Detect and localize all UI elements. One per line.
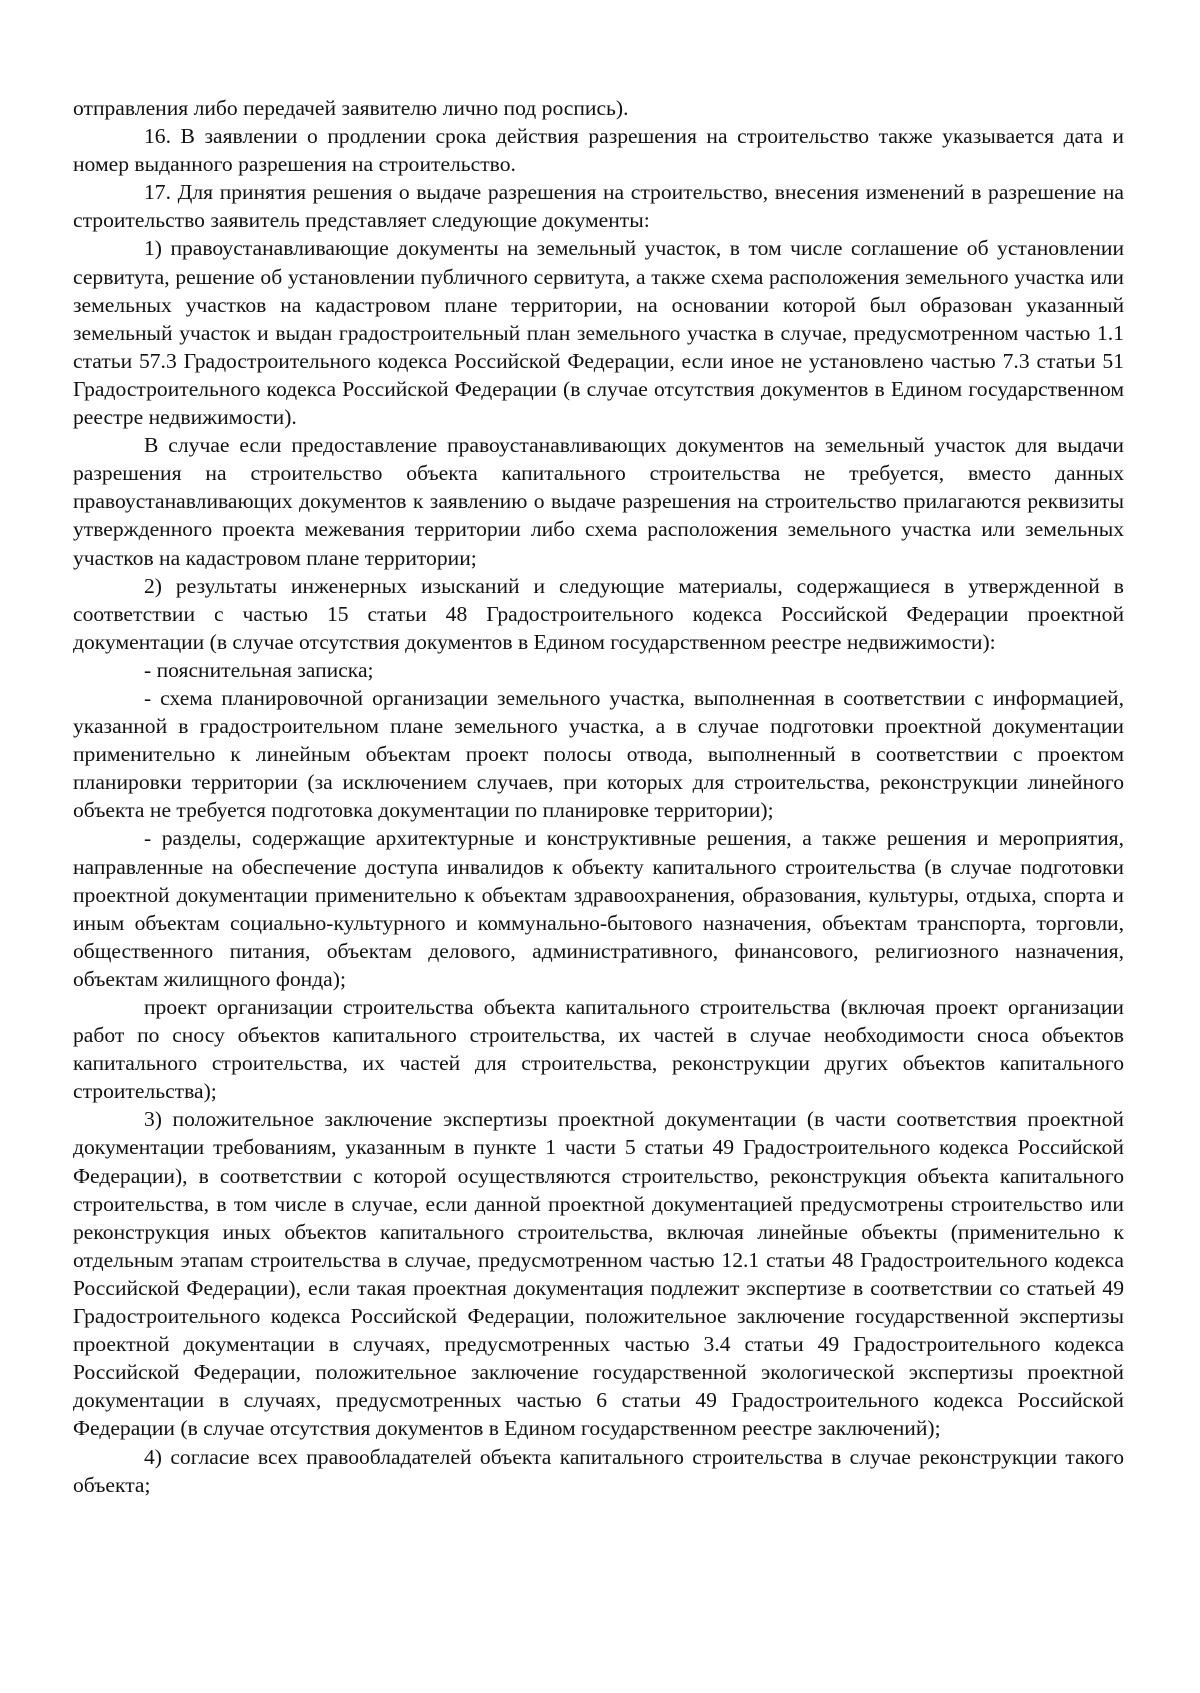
paragraph-continuation: отправления либо передачей заявителю лично под роспись). bbox=[73, 96, 629, 120]
paragraph-17-item-2: 2) результаты инженерных изысканий и следующие материалы, содержащиеся в утвержденной в соответствии с частью 15 статьи 48 Градостроительного кодекса Российской Федерации проектной документации (в случае отсутствия документов в Едином государственном реестре недвижимости): bbox=[73, 573, 1124, 654]
paragraph-17-item-2-construction-project: проект организации строительства объекта капитального строительства (включая проект организации работ по сносу объектов капитального строительства, их частей в случае необходимости сноса объектов капитального строительства, их частей для строительства, реконструкции других объектов капитального строительства); bbox=[73, 995, 1124, 1104]
paragraph-17-item-4: 4) согласие всех правообладателей объекта капитального строительства в случае реконструкции такого объекта; bbox=[73, 1444, 1124, 1497]
paragraph-17: 17. Для принятия решения о выдаче разрешения на строительство, внесения изменений в разрешение на строительство заявитель представляет следующие документы: bbox=[73, 180, 1124, 233]
paragraph-17-item-3: 3) положительное заключение экспертизы проектной документации (в части соответствия проектной документации требованиям, указанным в пункте 1 части 5 статьи 49 Градостроительного кодекса Российской Федерации), в соответствии с которой осуществляются строительство, реконструкция объекта капитального строительства, в том числе в случае, если данной проектной документацией предусмотрены строительство или реконструкция иных объектов капитального строительства, включая линейные объекты (применительно к отдельным этапам строительства в случае, предусмотренном частью 12.1 статьи 48 Градостроительного кодекса Российской Федерации), если такая проектная документация подлежит экспертизе в соответствии со статьей 49 Градостроительного кодекса Российской Федерации, положительное заключение государственной экспертизы проектной документации в случаях, предусмотренных частью 3.4 статьи 49 Градостроительного кодекса Российской Федерации, положительное заключение государственной экологической экспертизы проектной документации в случаях, предусмотренных частью 6 статьи 49 Градостроительного кодекса Российской Федерации (в случае отсутствия документов в Едином государственном реестре заключений); bbox=[73, 1107, 1124, 1441]
paragraph-17-item-2-explanatory-note: - пояснительная записка; bbox=[144, 657, 374, 682]
paragraph-16: 16. В заявлении о продлении срока действия разрешения на строительство также указывается дата и номер выданного разрешения на строительство. bbox=[73, 124, 1124, 177]
paragraph-17-item-2-sections: - разделы, содержащие архитектурные и конструктивные решения, а также решения и мероприятия, направленные на обеспечение доступа инвалидов к объекту капитального строительства (в случае подготовки проектной документации применительно к объектам здравоохранения, образования, культуры, отдыха, спорта и иным объектам социально-культурного и коммунально-бытового назначения, объектам транспорта, торговли, общественного питания, объектам делового, административного, финансового, религиозного назначения, объектам жилищного фонда); bbox=[73, 826, 1124, 991]
paragraph-17-item-2-site-plan: - схема планировочной организации земельного участка, выполненная в соответствии с информацией, указанной в градостроительном плане земельного участка, а в случае подготовки проектной документации применительно к линейным объектам проект полосы отвода, выполненный в соответствии с проектом планировки территории (за исключением случаев, при которых для строительства, реконструкции линейного объекта не требуется подготовка документации по планировке территории); bbox=[73, 685, 1124, 823]
paragraph-17-item-1-note: В случае если предоставление правоустанавливающих документов на земельный участок для выдачи разрешения на строительство объекта капитального строительства не требуется, вместо данных правоустанавливающих документов к заявлению о выдаче разрешения на строительство прилагаются реквизиты утвержденного проекта межевания территории либо схема расположения земельного участка или земельных участков на кадастровом плане территории; bbox=[73, 433, 1124, 570]
paragraph-17-item-1: 1) правоустанавливающие документы на земельный участок, в том числе соглашение об установлении сервитута, решение об установлении публичного сервитута, а также схема расположения земельного участка или земельных участков на кадастровом плане территории, на основании которой был образован указанный земельный участок и выдан градостроительный план земельного участка в случае, предусмотренном частью 1.1 статьи 57.3 Градостроительного кодекса Российской Федерации, если иное не установлено частью 7.3 статьи 51 Градостроительного кодекса Российской Федерации (в случае отсутствия документов в Едином государственном реестре недвижимости). bbox=[73, 236, 1124, 430]
